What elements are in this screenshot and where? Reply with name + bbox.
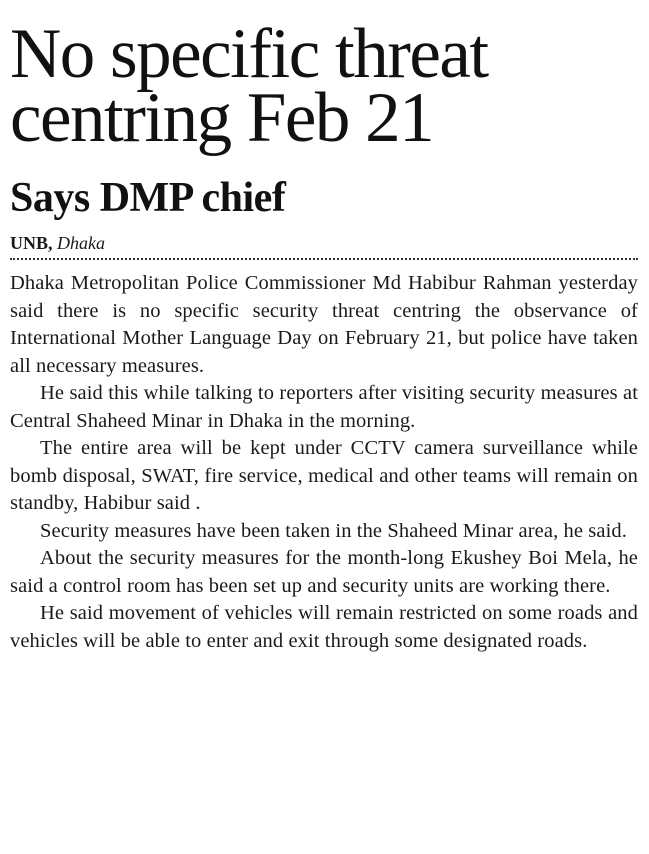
headline [10,15,638,157]
paragraph-1: Dhaka Metropolitan Police Commissioner Md Habibur Rahman yesterday said there is no specific security threat centring the observance of International Mother Language Day on February 21, but police have taken all necessary measures. [10,272,638,377]
subheadline: Says DMP chief [10,175,286,221]
article-body [10,270,638,655]
headline-line-2: centring Feb 21 [10,79,434,157]
byline [10,232,638,254]
byline-dateline: Dhaka [57,233,106,253]
paragraph-2: He said this while talking to reporters after visiting security measures at Central Shaheed Minar in Dhaka in the morning. [10,382,638,432]
news-article [10,0,638,655]
paragraph-3: The entire area will be kept under CCTV camera surveillance while bomb disposal, SWAT, fire service, medical and other teams will remain on standby, Habibur said . [10,437,638,514]
paragraph-5: About the security measures for the month-long Ekushey Boi Mela, he said a control room has been set up and security units are working there. [10,547,638,597]
paragraph-4: Security measures have been taken in the Shaheed Minar area, he said. [40,519,627,542]
paragraph-6: He said movement of vehicles will remain restricted on some roads and vehicles will be able to enter and exit through some designated roads. [10,602,638,652]
dotted-divider [10,258,638,260]
byline-agency: UNB, [10,233,53,253]
headline-line-1: No specific threat [10,15,488,93]
